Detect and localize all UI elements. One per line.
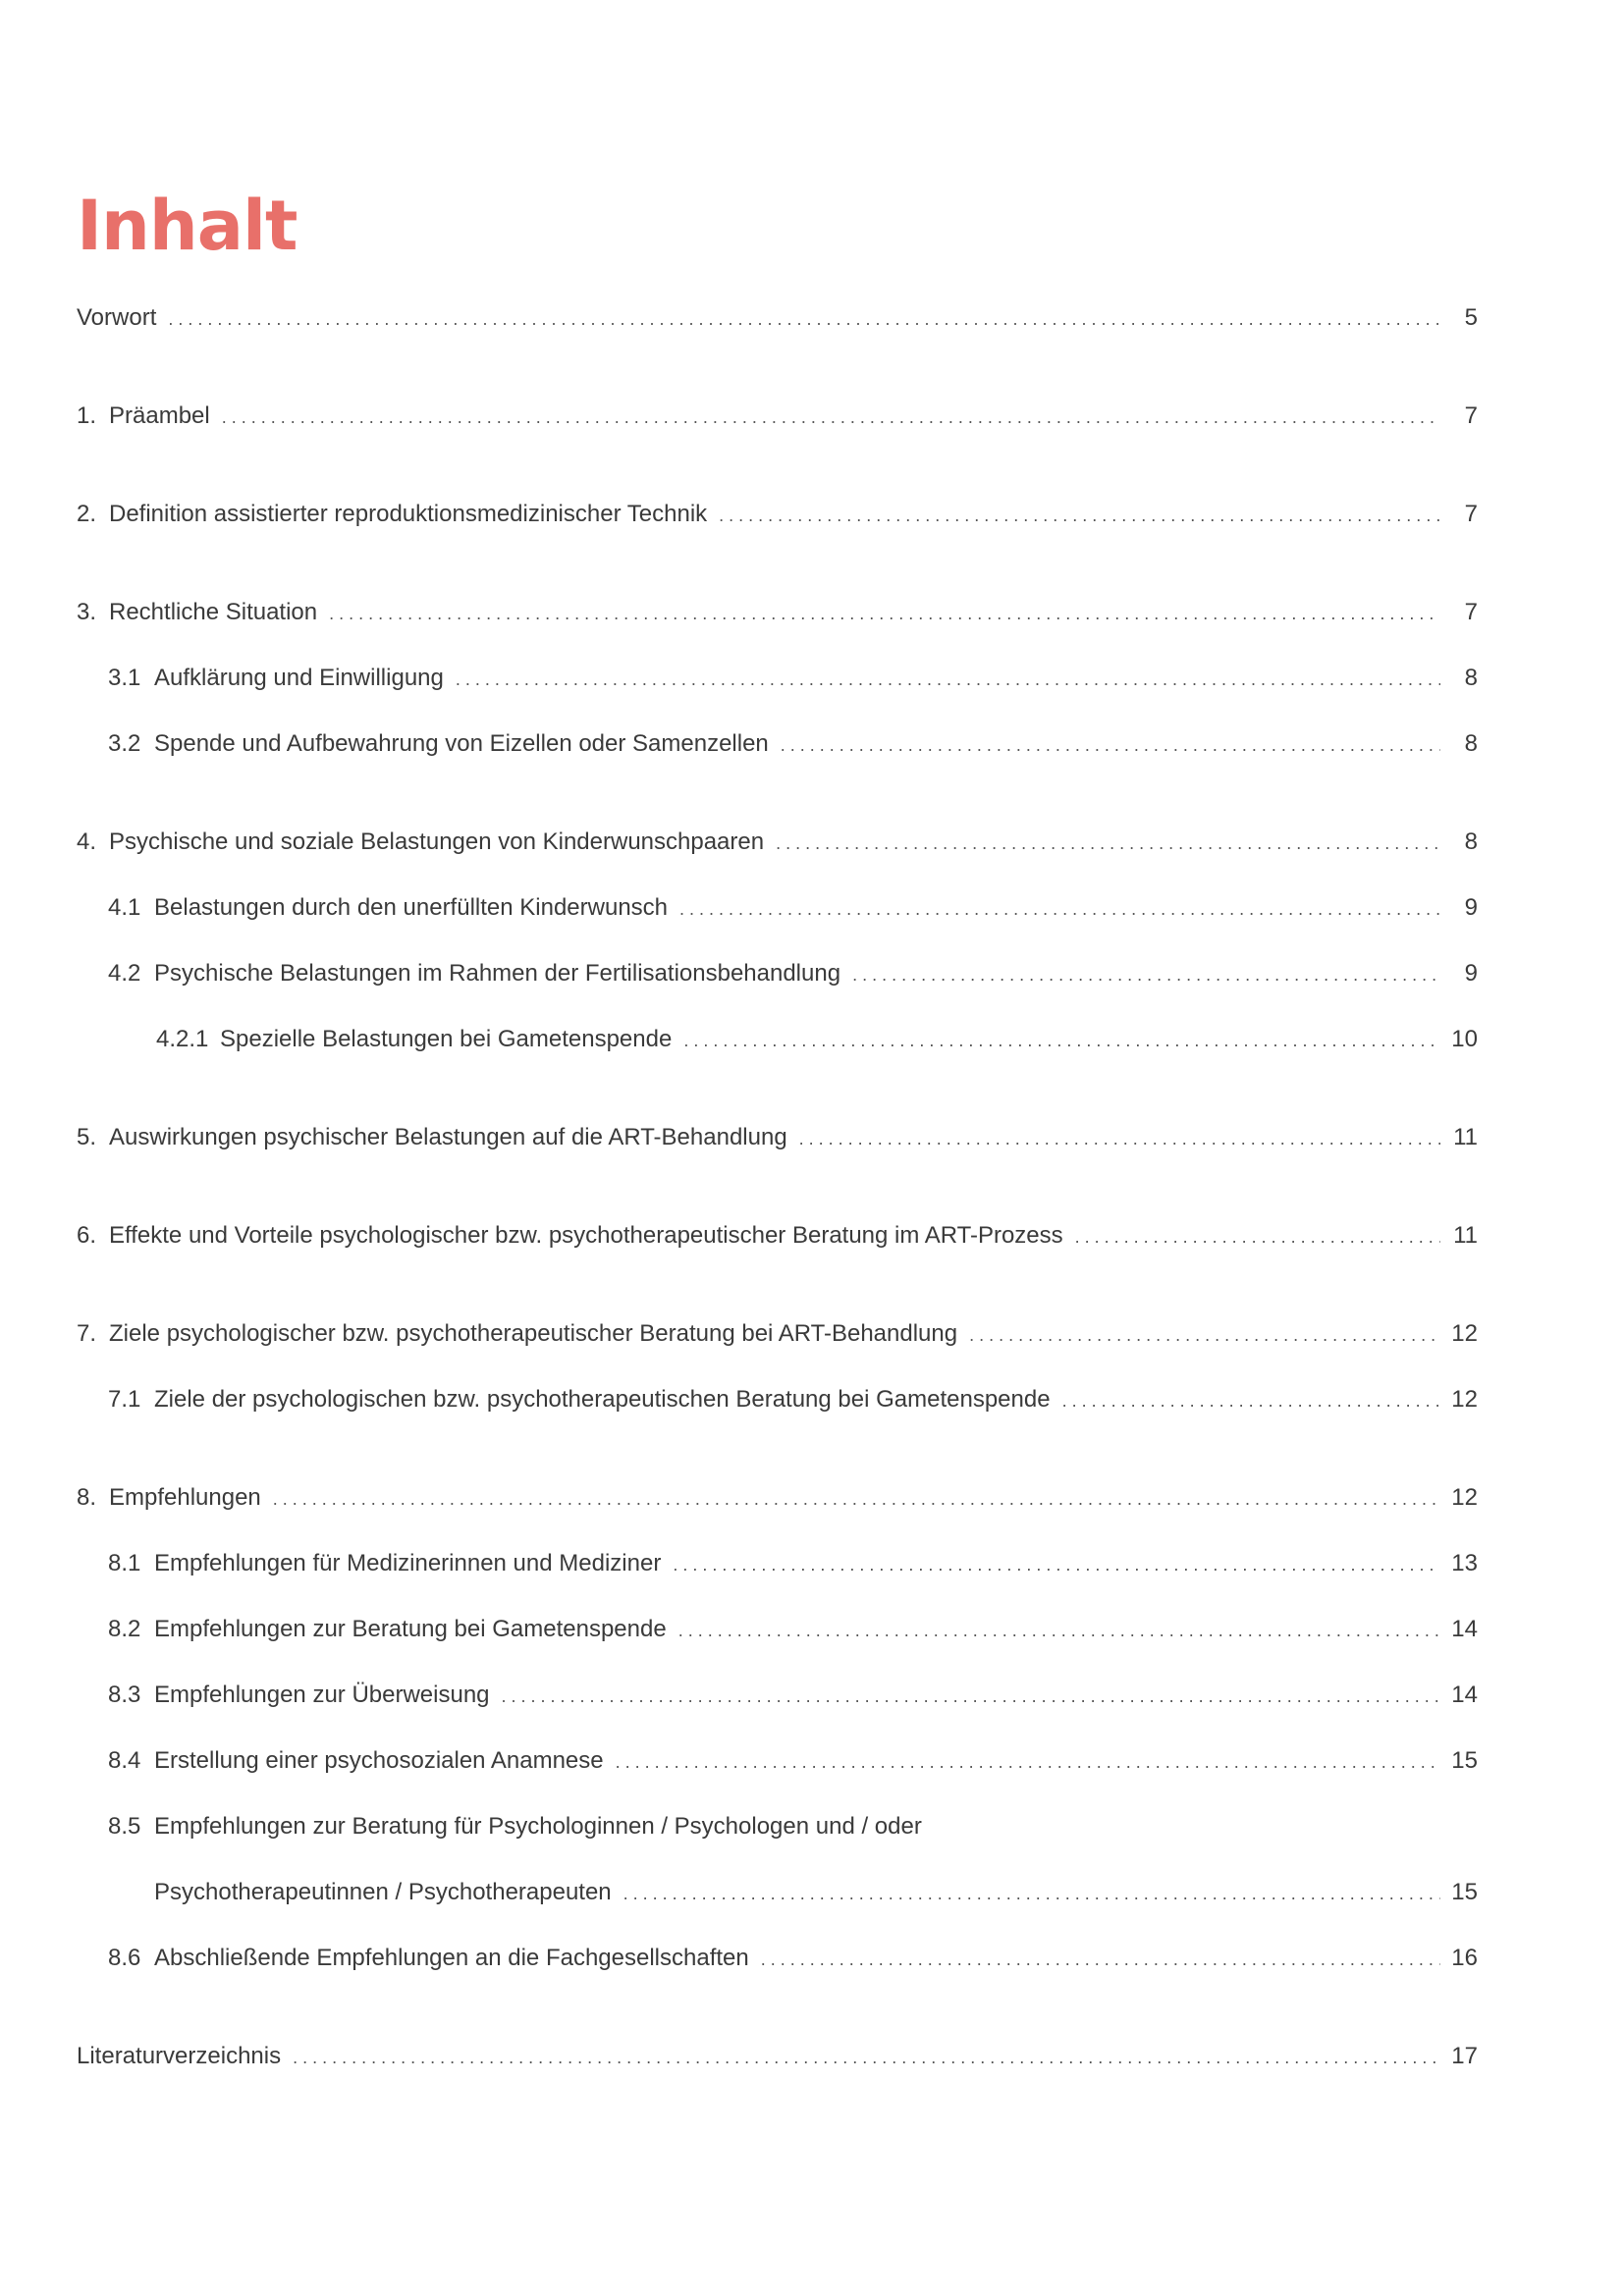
toc-entry-label: Effekte und Vorteile psychologischer bzw. psychotherapeutischer Beratung im ART-Prozess [109,1222,1063,1249]
toc-entry-number: 7.1 [108,1386,141,1413]
dot-leader [1062,1384,1440,1417]
toc-entry-page-number: 17 [1451,2043,1478,2069]
toc-entry[interactable] [108,1679,1478,1712]
toc-entry-number: 8.3 [108,1682,141,1708]
toc-entry[interactable] [108,1942,1478,1975]
toc-entry-label: Präambel [109,402,210,429]
toc-entry-page-number: 7 [1464,501,1478,527]
toc-entry-label: Abschließende Empfehlungen an die Fachgesellschaften [154,1945,749,1971]
toc-entry-label: Empfehlungen zur Beratung für Psychologinnen / Psychologen und / oder [154,1813,922,1840]
dot-leader [776,827,1440,860]
toc-entry-number: 3. [77,599,97,625]
toc-entry[interactable] [154,1876,1478,1909]
toc-entry[interactable] [108,1810,1478,1843]
toc-entry-label: Definition assistierter reproduktionsmedizinischer Technik [109,501,708,527]
dot-leader [683,1024,1440,1057]
toc-entry[interactable] [77,1317,1478,1351]
toc-entry[interactable] [108,957,1478,990]
toc-entry[interactable] [77,826,1478,859]
toc-entry-label: Empfehlungen für Medizinerinnen und Mediziner [154,1550,662,1576]
toc-entry[interactable] [108,891,1478,925]
toc-entry-number: 8.4 [108,1747,141,1774]
toc-entry-page-number: 5 [1464,304,1478,331]
toc-entry[interactable] [108,1744,1478,1778]
toc-entry-page-number: 15 [1451,1879,1478,1905]
toc-entry[interactable] [77,596,1478,629]
dot-leader [222,400,1440,434]
toc-entry-page-number: 7 [1464,599,1478,625]
toc-entry-number: 8.1 [108,1550,141,1576]
toc-entry-label: Literaturverzeichnis [77,2043,282,2069]
toc-entry-number: 8. [77,1484,97,1511]
toc-entry-number: 8.2 [108,1616,141,1642]
toc-entry-label: Spende und Aufbewahrung von Eizellen oder Samenzellen [154,730,769,757]
toc-entry-number: 1. [77,402,97,429]
toc-entry-label: Ziele der psychologischen bzw. psychotherapeutischen Beratung bei Gametenspende [154,1386,1051,1413]
toc-entry-label: Psychische und soziale Belastungen von Kinderwunschpaaren [109,828,765,855]
toc-entry-label: Ziele psychologischer bzw. psychotherapeutischer Beratung bei ART-Behandlung [109,1320,958,1347]
toc-entry-number: 4.1 [108,894,141,921]
toc-entry[interactable] [77,1481,1478,1515]
toc-entry-page-number: 8 [1464,828,1478,855]
toc-entry-page-number: 9 [1464,960,1478,987]
dot-leader [969,1318,1440,1352]
toc-entry-label: Psychische Belastungen im Rahmen der Fertilisationsbehandlung [154,960,841,987]
dot-leader [456,663,1440,696]
dot-leader [623,1877,1440,1910]
dot-leader [852,958,1440,991]
toc-entry-page-number: 10 [1451,1026,1478,1052]
toc-entry-number: 4.2 [108,960,141,987]
toc-entry-page-number: 14 [1451,1616,1478,1642]
toc-entry[interactable] [77,1219,1478,1253]
toc-entry[interactable] [108,727,1478,761]
dot-leader [329,597,1440,630]
toc-entry-label: Psychotherapeutinnen / Psychotherapeuten [154,1879,612,1905]
toc-entry-label: Empfehlungen [109,1484,261,1511]
toc-entry[interactable] [77,400,1478,433]
dot-leader [168,302,1440,336]
toc-entry[interactable] [108,662,1478,695]
dot-leader [761,1943,1440,1976]
toc-entry-page-number: 16 [1451,1945,1478,1971]
toc-entry-page-number: 12 [1451,1484,1478,1511]
toc-entry-page-number: 14 [1451,1682,1478,1708]
dot-leader [799,1122,1440,1155]
dot-leader [781,728,1440,762]
dot-leader [616,1745,1440,1779]
toc-entry-page-number: 15 [1451,1747,1478,1774]
toc-entry-label: Empfehlungen zur Beratung bei Gametenspende [154,1616,667,1642]
toc-entry[interactable] [77,1121,1478,1154]
toc-entry-number: 8.5 [108,1813,141,1840]
toc-entry-label: Belastungen durch den unerfüllten Kinderwunsch [154,894,669,921]
toc-entry-label: Vorwort [77,304,157,331]
page-title: Inhalt [77,186,298,266]
toc-entry-page-number: 8 [1464,730,1478,757]
toc-entry[interactable] [108,1383,1478,1416]
toc-entry[interactable] [156,1023,1478,1056]
toc-entry-label: Empfehlungen zur Überweisung [154,1682,490,1708]
dot-leader [673,1548,1440,1581]
dot-leader [679,892,1440,926]
toc-entry[interactable] [108,1547,1478,1580]
toc-entry[interactable] [77,2040,1478,2073]
toc-entry-page-number: 13 [1451,1550,1478,1576]
toc-entry-label: Rechtliche Situation [109,599,318,625]
toc-entry[interactable] [108,1613,1478,1646]
toc-entry-page-number: 11 [1453,1222,1478,1249]
toc-entry-number: 3.1 [108,665,141,691]
toc-entry-number: 4.2.1 [156,1026,209,1052]
toc-entry-number: 6. [77,1222,97,1249]
dot-leader [273,1482,1440,1516]
toc-entry-page-number: 11 [1453,1124,1478,1150]
toc-entry-page-number: 7 [1464,402,1478,429]
toc-entry-number: 4. [77,828,97,855]
toc-entry-page-number: 9 [1464,894,1478,921]
toc-entry-number: 5. [77,1124,97,1150]
toc-entry-label: Erstellung einer psychosozialen Anamnese [154,1747,604,1774]
toc-entry-number: 8.6 [108,1945,141,1971]
dot-leader [502,1680,1440,1713]
toc-entry-label: Spezielle Belastungen bei Gametenspende [220,1026,673,1052]
dot-leader [719,499,1440,532]
toc-entry-number: 2. [77,501,97,527]
dot-leader [1075,1220,1440,1254]
toc-entry-page-number: 12 [1451,1386,1478,1413]
dot-leader [678,1614,1440,1647]
toc-entry-number: 7. [77,1320,97,1347]
toc-entry-page-number: 8 [1464,665,1478,691]
toc-entry-page-number: 12 [1451,1320,1478,1347]
toc-entry-label: Auswirkungen psychischer Belastungen auf die ART-Behandlung [109,1124,787,1150]
dot-leader [293,2041,1440,2074]
toc-entry-label: Aufklärung und Einwilligung [154,665,444,691]
toc-entry[interactable] [77,498,1478,531]
toc-entry[interactable] [77,301,1478,335]
toc-entry-number: 3.2 [108,730,141,757]
